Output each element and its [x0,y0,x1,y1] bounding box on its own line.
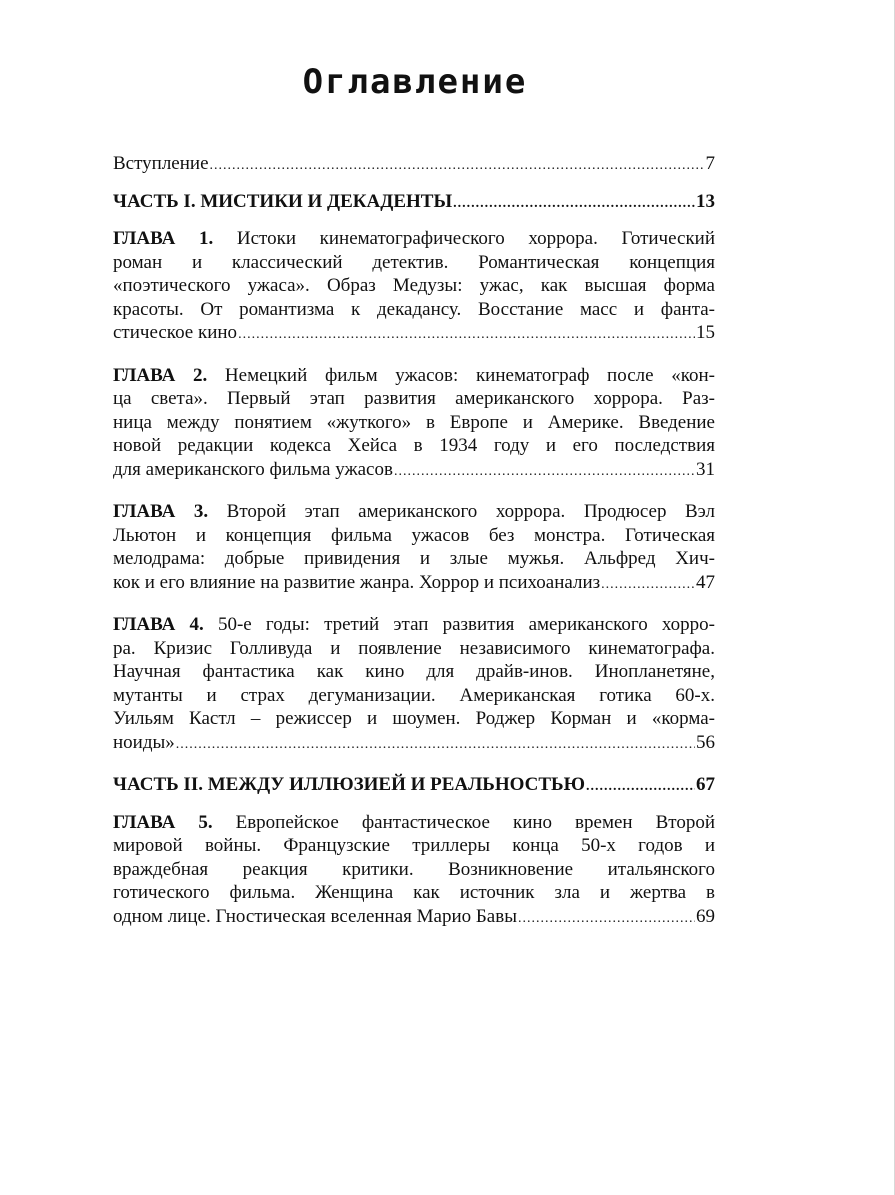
page-number: 7 [705,153,715,174]
chapter-line: мутанты и страх дегуманизации. Американская готика 60-х. [113,684,715,706]
chapter-line: Уильям Кастл – режиссер и шоумен. Роджер Корман и «корма- [113,708,715,729]
toc-entry-chapter-5[interactable] [113,811,715,931]
leader-dots [586,775,695,799]
chapter-line: ница между понятием «жуткого» в Европе и Америке. Введение [113,411,715,433]
part-title: ЧАСТЬ II. МЕЖДУ ИЛЛЮЗИЕЙ И РЕАЛЬНОСТЬЮ [113,774,585,795]
leader-dots [453,192,695,216]
leader-dots [210,154,705,178]
chapter-label: ГЛАВА 5. [113,811,213,833]
chapter-line: мировой войны. Французские триллеры конца 50-х годов и [113,835,715,856]
page-number: 31 [696,458,715,480]
page-number: 56 [696,731,715,753]
toc-entry-chapter-1[interactable] [113,227,715,347]
toc-entry-intro[interactable] [113,152,715,178]
chapter-label: ГЛАВА 2. [113,364,208,386]
chapter-line: Европейское фантастическое кино времен Второй [235,811,716,833]
chapter-line: ра. Кризис Голливуда и появление независимого кинематографа. [113,637,715,659]
leader-dots [601,573,695,597]
chapter-line: Льютон и концепция фильма ужасов без монстра. Готическая [113,524,715,546]
chapter-line: мелодрама: добрые привидения и злые мужья. Альфред Хич- [113,548,715,569]
page-number: 69 [696,905,715,927]
leader-dots [176,733,695,757]
table-of-contents [113,152,715,947]
chapter-line: роман и классический детектив. Романтическая концепция [113,251,715,273]
page-number: 47 [696,571,715,593]
chapter-line: Немецкий фильм ужасов: кинематограф после «кон- [224,364,715,386]
chapter-line: «поэтического ужаса». Образ Медузы: ужас, как высшая форма [113,275,715,296]
chapter-line: Истоки кинематографического хоррора. Готический [236,228,716,249]
chapter-line: красоты. От романтизма к декадансу. Восстание масс и фанта- [113,298,715,320]
toc-entry-chapter-4[interactable] [113,613,715,756]
chapter-line: Второй этап американского хоррора. Продюсер Вэл [226,501,715,522]
leader-dots [238,323,695,347]
chapter-line: Научная фантастика как кино для драйв-инов. Инопланетяне, [113,661,715,682]
chapter-last-line: ноиды» [113,731,175,753]
entry-title: Вступление [113,153,209,174]
leader-dots [518,907,695,931]
toc-entry-part-2[interactable] [113,773,715,799]
chapter-line: готического фильма. Женщина как источник зла и жертва в [113,882,715,903]
chapter-last-line: кок и его влияние на развитие жанра. Хоррор и психоанализ [113,571,601,593]
chapter-label: ГЛАВА 3. [113,501,209,522]
page-number: 67 [696,774,715,795]
leader-dots [394,460,695,484]
chapter-label: ГЛАВА 4. [113,614,204,635]
page-number: 15 [696,322,715,343]
chapter-label: ГЛАВА 1. [113,228,214,249]
page-number: 13 [696,190,715,212]
toc-entry-chapter-2[interactable] [113,364,715,484]
part-title: ЧАСТЬ I. МИСТИКИ И ДЕКАДЕНТЫ [113,190,453,212]
toc-entry-chapter-3[interactable] [113,500,715,596]
chapter-line: 50-е годы: третий этап развития американского хорро- [217,614,716,635]
chapter-line: враждебная реакция критики. Возникновение итальянского [113,858,715,880]
toc-entry-part-1[interactable] [113,190,715,216]
chapter-last-line: одном лице. Гностическая вселенная Марио Бавы [113,905,517,927]
chapter-line: новой редакции кодекса Хейса в 1934 году и его последствия [113,435,715,456]
page-title: Оглавление [302,62,528,102]
chapter-line: ца света». Первый этап развития американского хоррора. Раз- [113,388,715,409]
chapter-last-line: стическое кино [113,322,238,343]
chapter-last-line: для американского фильма ужасов [113,458,393,480]
